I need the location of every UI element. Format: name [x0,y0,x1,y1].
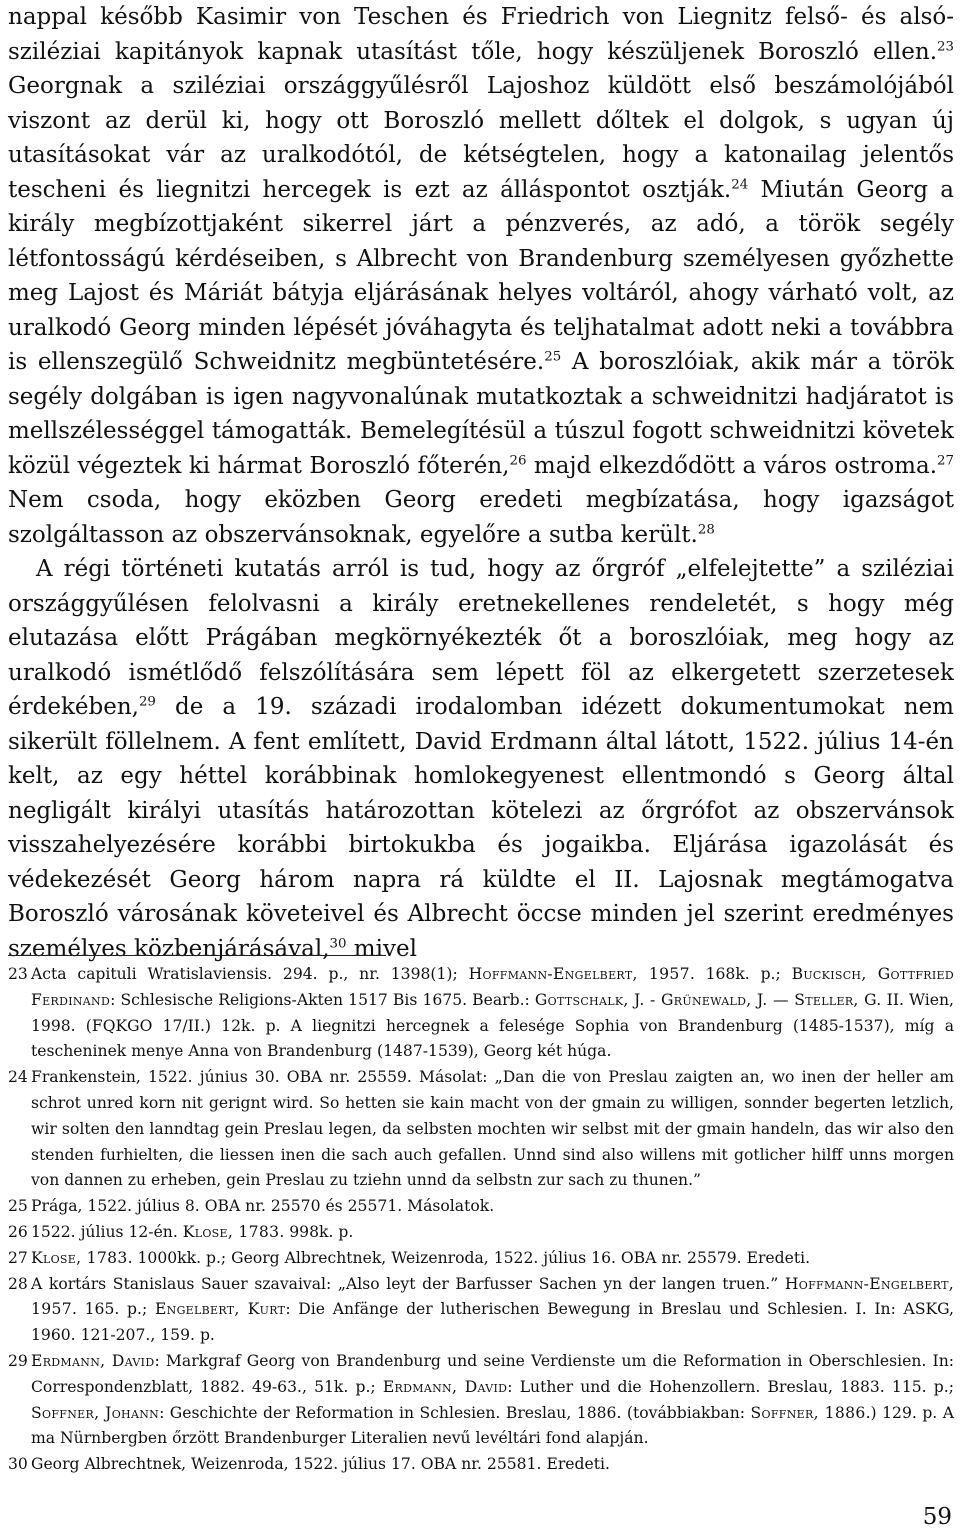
footnote-ref: 23 [937,39,954,55]
footnote-number: 30 [8,1455,28,1474]
footnote-23 [8,962,954,1065]
text-run: : Die Anfänge der lutherischen Bewegung in Breslau und Schlesien. I. In: ASKG, 1960. 121-207., 159. p. [31,1300,955,1345]
text-run: A boroszlóiak, akik már a török segély dolgában is igen nagyvonalúnak mutatkoztak a schweidnitzi hadjáratot is mellszélességgel támogatták. Bemelegítésül a túszul fogott schweidnitzi követek közül végeztek ki hármat Boroszló főterén, [8,349,954,479]
footnote-text [31,1246,954,1272]
author-name: Engelbert, Kurt [154,1300,286,1319]
author-name: Soffner, Johann [31,1403,160,1422]
footnote-text [31,1349,954,1452]
footnote-number: 26 [8,1222,28,1241]
text-run: majd elkezdődött a város ostroma. [526,452,938,479]
text-run: II. Wien, 1998. (FQKGO 17/II.) 12k. p. A liegnitzi hercegnek a felesége Sophia von Brandenburg (1485-1537), míg a tescheninek menye Anna von Brandenburg (1487-1539), Georg két húga. [31,990,954,1061]
text-run: mivel [346,935,417,962]
footnote-divider [8,955,386,956]
footnote-number: 27 [8,1248,28,1267]
footnote-text [31,1194,954,1220]
text-run: A régi történeti kutatás arról is tud, hogy az őrgróf „elfelejtette” a sziléziai országgyűlésen felolvasni a király eretnekellenes rendeletét, s hogy még elutazása előtt Prágában megkörnyékezték őt a boroszlóiak, meg hogy az uralkodó ismétlődő felszólítására sem lépett föl az elkergetett szerzetesek érdekében, [8,556,954,720]
footnote-text [31,1272,954,1349]
footnote-number: 28 [8,1274,28,1293]
text-run: : Luther und die Hohenzollern. Breslau, 1883. 115. p.; [507,1377,954,1396]
footnote-ref: 26 [509,453,527,469]
text-run: A kortárs Stanislaus Sauer szavaival: „Also leyt der Barfusser Sachen yn der langen truen.” [31,1274,785,1293]
text-run: Miután Georg a király megbízottjaként sikerrel járt a pénzverés, az adó, a török segély létfontosságú kérdéseiben, s Albrecht von Brandenburg személyesen győzhette meg Lajost és Máriát bátyja eljárásának helyes voltáról, ahogy várható volt, az uralkodó Georg minden lépését jóváhagyta és teljhatalmat adott neki a továbbra is ellenszegülő Schweidnitz megbüntetésére. [8,176,954,375]
footnote-number: 25 [8,1197,28,1216]
text-run: . 165. p.; [71,1300,155,1319]
paragraph [8,0,954,552]
footnote-28 [8,1272,954,1349]
footnote-ref: 28 [697,522,715,538]
footnote-number: 29 [8,1351,28,1370]
text-run: nappal később Kasimir von Teschen és Friedrich von Liegnitz felső- és alsó-sziléziai kapitányok kapnak utasítást tőle, hogy készüljenek Boroszló ellen. [8,4,954,65]
text-run: Frankenstein, 1522. június 30. OBA nr. 25559. Másolat: „Dan die von Preslau zaigten an, wo inen der heller am schrot unred korn nit gerignt wird. So hetten sie kain macht von der gmain zu willigen, sonnder begerten letzlich, wir solten den lanndtag gein Preslau legen, da selbsten mochten wir selbst mit der gmain handeln, das wir also den stenden furhielten, die liessen inen die sach auch gefallen. Unnd sind also willens mit gotlicher hilff unns morgen von dannen zu erheben, gein Preslau zu tziehn unnd da selbstn zur sach zu thunen.” [31,1068,954,1190]
text-run: : Schlesische Religions-Akten 1517 Bis 1675. Bearb.: [110,990,535,1009]
footnote-30 [8,1452,954,1478]
footnote-27 [8,1246,954,1272]
author-name: Gottschalk, J. - Grünewald, J. — Steller, G. [534,990,882,1009]
author-name: Klose, 1783 [31,1248,128,1267]
author-name: Hoffmann-Engelbert, 1957 [31,1274,954,1319]
text-run: Acta capituli Wratislaviensis. 294. p., nr. 1398(1); [31,965,469,983]
text-run: Nem csoda, hogy eközben Georg eredeti megbízatása, hogy igazságot szolgáltasson az obszervánsoknak, egyelőre a sutba került. [8,487,954,548]
text-run: Prága, 1522. július 8. OBA nr. 25570 és 25571. Másolatok. [31,1197,495,1216]
author-name: Soffner, 1886 [750,1403,866,1422]
text-run: . 1000kk. p.; Georg Albrechtnek, Weizenroda, 1522. július 16. OBA nr. 25579. Eredeti. [127,1248,811,1267]
text-run: Georgnak a sziléziai országgyűlésről Lajoshoz küldött első beszámolójából viszont az derül ki, hogy ott Boroszló mellett dőltek el dolgok, s ugyan új utasításokat vár az uralkodótól, de kétségtelen, hogy a katonailag jelentős tescheni és liegnitzi hercegek is ezt az álláspontot osztják. [8,73,954,203]
footnote-25 [8,1194,954,1220]
footnote-number: 24 [8,1068,28,1087]
text-run: de a 19. századi irodalomban idézett dokumentumokat nem sikerült föllelnem. A fent említett, David Erdmann által látott, 1522. július 14-én kelt, az egy héttel korábbinak homlokegyenest ellentmondó s Georg által negligált királyi utasítás határozottan kötelezi az őrgrófot az obszervánsok visszahelyezésére korábbi birtokukba és jogaikba. Eljárása igazolását és védekezését Georg három napra rá küldte el II. Lajosnak megtámogatva Boroszló városának követeivel és Albrecht öccse minden jel szerint eredményes személyes közbenjárásával, [8,694,954,962]
text-run: Georg Albrechtnek, Weizenroda, 1522. július 17. OBA nr. 25581. Eredeti. [31,1455,610,1474]
footnote-ref: 27 [937,453,954,469]
text-run: .) 129. p. A ma Nürnbergben őrzött Brandenburger Literalien nevű levéltári fond alapján. [31,1403,954,1448]
footnote-ref: 29 [138,694,156,710]
text-run: : Geschichte der Reformation in Schlesien. Breslau, 1886. (továbbiakban: [159,1403,751,1422]
footnote-ref: 24 [731,177,749,193]
footnote-text [31,1220,954,1246]
footnote-24 [8,1065,954,1194]
author-name: Erdmann, David [382,1377,508,1396]
footnote-text [31,1452,954,1478]
text-run: . 998k. p. [279,1222,354,1241]
text-run: . 168k. p.; [689,965,792,983]
author-name: Buckisch, Gottfried Ferdinand [31,965,954,1009]
main-text [8,0,954,966]
footnote-number: 23 [8,965,28,983]
footnote-29 [8,1349,954,1452]
footnote-26 [8,1220,954,1246]
page-number: 59 [922,1504,952,1530]
footnote-ref: 30 [329,936,347,952]
paragraph [8,552,954,966]
footnote-text [31,962,954,1065]
footnote-ref: 25 [544,349,562,365]
page [8,0,955,1474]
footnote-text [31,1065,954,1194]
author-name: Erdmann, David [31,1351,155,1370]
text-run: 1522. július 12-én. [31,1222,183,1241]
author-name: Klose, 1783 [182,1222,280,1241]
text-run: : Markgraf Georg von Brandenburg und seine Verdienste um die Reformation in Oberschlesien. In: Correspondenzblatt, 1882. 49-63., 51k. p.; [31,1351,955,1396]
author-name: Hoffmann-Engelbert, 1957 [468,965,690,983]
footnotes [8,962,954,1478]
